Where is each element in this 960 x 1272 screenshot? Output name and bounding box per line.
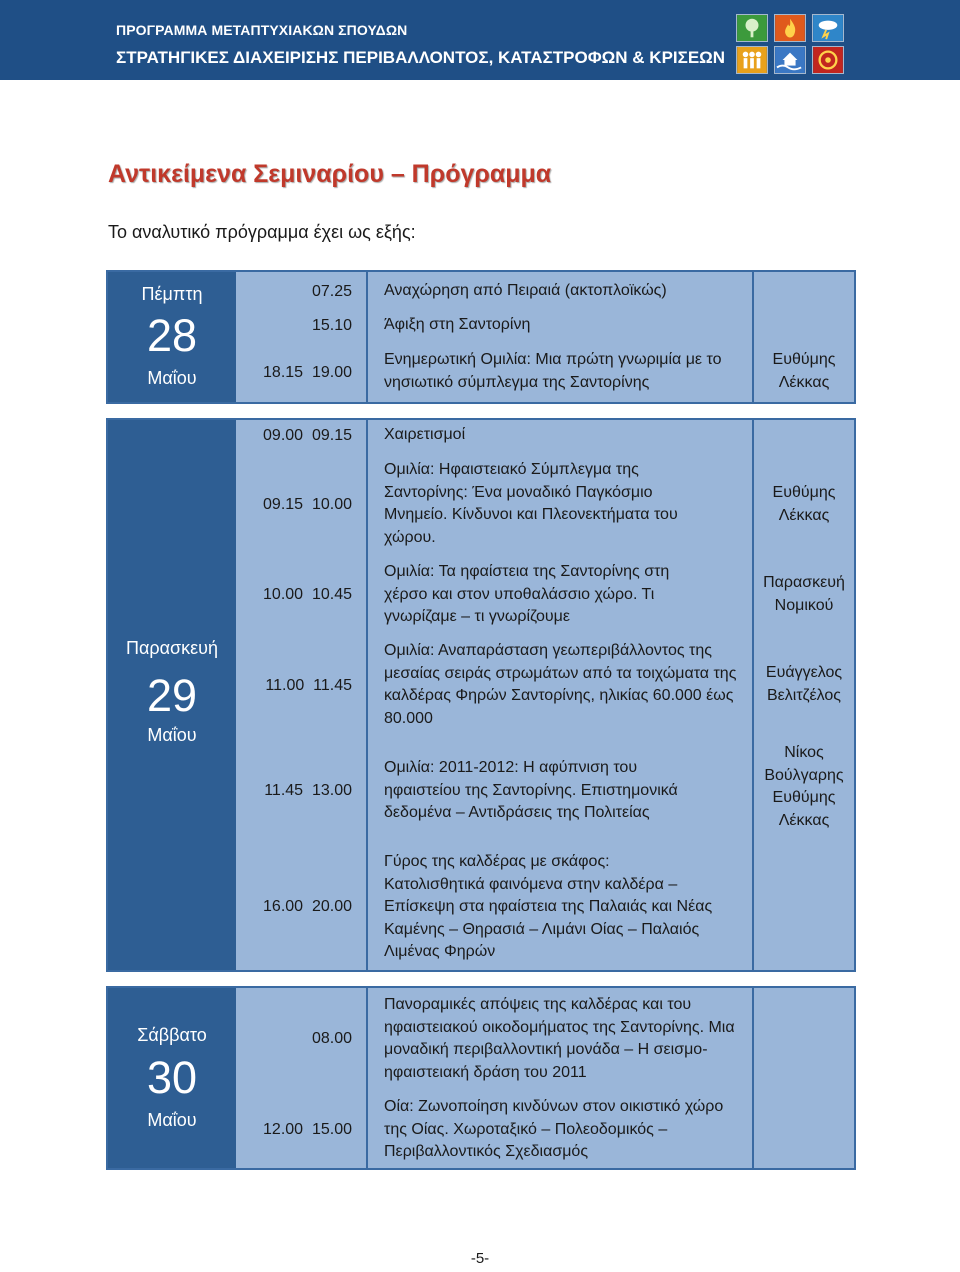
row-speaker: Ευθύμης Λέκκας <box>772 351 836 391</box>
row-description: Άφιξη στη Σαντορίνη <box>384 316 531 333</box>
column-divider <box>752 420 754 970</box>
tree-icon <box>736 14 768 42</box>
people-icon <box>736 46 768 74</box>
page-number: -5- <box>470 1250 490 1267</box>
table-frame <box>106 270 856 404</box>
column-divider <box>366 272 368 402</box>
row-description: Χαιρετισμοί <box>384 426 466 443</box>
row-time: 09.15 10.00 <box>263 496 352 513</box>
row-time: 11.00 11.45 <box>265 677 352 694</box>
column-divider <box>752 272 754 402</box>
storm-icon <box>812 14 844 42</box>
day-number: 30 <box>146 1052 198 1103</box>
row-description: Ενημερωτική Ομιλία: Μια πρώτη γνωριμία με το νησιωτικό σύμπλεγμα της Σαντορίνης <box>384 351 722 391</box>
day-number: 28 <box>146 310 198 361</box>
row-description: Ομιλία: 2011-2012: Η αφύπνιση του ηφαιστείου της Σαντορίνης. Επιστημονικά δεδομένα – Αντιδράσεις της Πολιτείας <box>384 759 678 821</box>
row-speaker: Νίκος Βούλγαρης Ευθύμης Λέκκας <box>764 744 844 829</box>
row-description: Γύρος της καλδέρας με σκάφος: Κατολισθητικά φαινόμενα στην καλδέρα – Επίσκεψη στα ηφαίστεια της Παλαιάς και Νέας Καμένης – Θηρασιά – Λιμάνι Οίας – Παλαιός Λιμένας Φηρών <box>384 853 713 960</box>
row-time: 08.00 <box>311 1030 352 1047</box>
fire-icon <box>774 14 806 42</box>
row-time: 10.00 10.45 <box>263 586 352 603</box>
row-description: Αναχώρηση από Πειραιά (ακτοπλοϊκώς) <box>384 282 667 299</box>
row-time: 12.00 15.00 <box>263 1121 352 1138</box>
program-subtitle: ΣΤΡΑΤΗΓΙΚΕΣ ΔΙΑΧΕΙΡΙΣΗΣ ΠΕΡΙΒΑΛΛΟΝΤΟΣ, ΚΑΤΑΣΤΡΟΦΩΝ & ΚΡΙΣΕΩΝ <box>116 48 726 67</box>
day-number: 29 <box>146 670 198 721</box>
row-description: Ομιλία: Αναπαράσταση γεωπεριβάλλοντος της μεσαίας σειράς στρωμάτων από τα τοιχώματα της καλδέρας Φηρών Σαντορίνης, ηλικίας 60.000 έως 80.000 <box>384 642 737 727</box>
row-description: Ομιλία: Ηφαιστειακό Σύμπλεγμα της Σαντορίνης: Ένα μοναδικό Παγκόσμιο Μνημείο. Κίνδυνοι και Πλεονεκτήματα του χώρου. <box>384 461 678 546</box>
flood-icon <box>774 46 806 74</box>
row-description: Οία: Ζωνοποίηση κινδύνων στον οικιστικό χώρο της Οίας. Χωροταξικό – Πολεοδομικός – Περιβαλλοντικός Σχεδιασμός <box>384 1098 724 1160</box>
row-time: 11.45 13.00 <box>264 782 352 799</box>
row-time: 15.10 <box>311 317 352 334</box>
row-time: 18.15 19.00 <box>263 364 352 381</box>
table-frame <box>106 418 856 972</box>
table-frame <box>106 986 856 1170</box>
column-divider <box>366 988 368 1168</box>
row-time: 16.00 20.00 <box>263 898 352 915</box>
day-weekday: Παρασκευή <box>125 638 219 658</box>
day-weekday: Πέμπτη <box>141 284 203 304</box>
row-speaker: Ευάγγελος Βελιτζέλος <box>765 664 843 704</box>
row-description: Πανοραμικές απόψεις της καλδέρας και του ηφαιστειακού οικοδομήματος της Σαντορίνης. Μια μοναδική περιβαλλοντική μονάδα – Η σεισμο-ηφαιστειακή δράση του 2011 <box>384 996 735 1081</box>
header-banner <box>0 0 960 80</box>
page-title: Αντικείμενα Σεμιναρίου – Πρόγραμμα <box>108 160 552 188</box>
row-speaker: Ευθύμης Λέκκας <box>772 484 836 524</box>
day-month: Μαΐου <box>147 368 197 388</box>
column-divider <box>366 420 368 970</box>
day-month: Μαΐου <box>147 1110 197 1130</box>
row-time: 09.00 09.15 <box>263 427 352 444</box>
row-speaker: Παρασκευή Νομικού <box>763 574 845 614</box>
intro-text: Το αναλυτικό πρόγραμμα έχει ως εξής: <box>108 222 416 242</box>
column-divider <box>752 988 754 1168</box>
row-time: 07.25 <box>311 283 352 300</box>
day-weekday: Σάββατο <box>137 1025 207 1045</box>
biohazard-icon <box>812 46 844 74</box>
row-description: Ομιλία: Τα ηφαίστεια της Σαντορίνης στη χέρσο και στον υποθαλάσσιο χώρο. Τι γνωρίζαμε – τι γνωρίζουμε <box>384 563 670 625</box>
program-title: ΠΡΟΓΡΑΜΜΑ ΜΕΤΑΠΤΥΧΙΑΚΩΝ ΣΠΟΥΔΩΝ <box>116 22 408 38</box>
day-month: Μαΐου <box>147 725 197 745</box>
logo-icons <box>736 14 846 76</box>
